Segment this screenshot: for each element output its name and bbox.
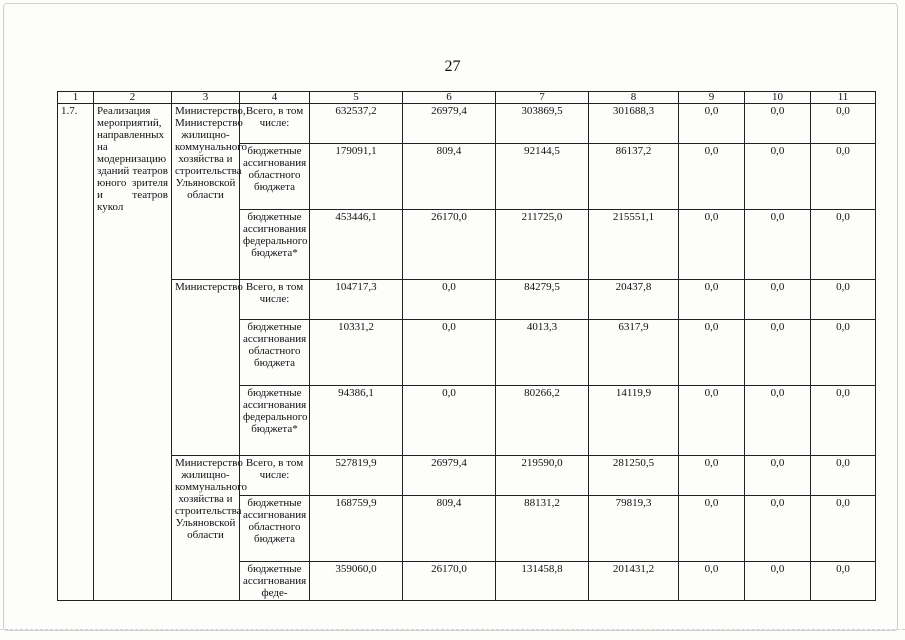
value-cell: 179091,1 [310,144,403,210]
source-cell: бюджетные ассигнования феде- [240,562,310,601]
value-cell: 0,0 [811,562,876,601]
value-cell: 6317,9 [589,320,679,386]
value-cell: 0,0 [679,456,745,496]
table-row [58,104,876,144]
value-cell: 26979,4 [403,456,496,496]
value-cell: 26170,0 [403,210,496,280]
value-cell: 0,0 [679,320,745,386]
value-cell: 0,0 [745,496,811,562]
value-cell: 0,0 [811,280,876,320]
table-row [58,456,876,496]
value-cell: 168759,9 [310,496,403,562]
value-cell: 809,4 [403,496,496,562]
value-cell: 0,0 [811,320,876,386]
value-cell: 0,0 [811,104,876,144]
value-cell: 0,0 [403,280,496,320]
value-cell: 0,0 [811,210,876,280]
header-cell: 8 [589,92,679,104]
source-cell: Всего, в том числе: [240,104,310,144]
value-cell: 0,0 [679,562,745,601]
header-cell: 1 [58,92,94,104]
value-cell: 26979,4 [403,104,496,144]
value-cell: 94386,1 [310,386,403,456]
value-cell: 84279,5 [496,280,589,320]
header-cell: 6 [403,92,496,104]
header-cell: 3 [172,92,240,104]
value-cell: 88131,2 [496,496,589,562]
header-cell: 10 [745,92,811,104]
source-cell: бюджетные ассигнования федерального бюджета* [240,386,310,456]
value-cell: 303869,5 [496,104,589,144]
value-cell: 219590,0 [496,456,589,496]
value-cell: 79819,3 [589,496,679,562]
value-cell: 453446,1 [310,210,403,280]
value-cell: 215551,1 [589,210,679,280]
value-cell: 0,0 [811,144,876,210]
source-cell: бюджетные ассигнования областного бюджета [240,496,310,562]
value-cell: 632537,2 [310,104,403,144]
table-row [58,280,876,320]
table-header-row [58,92,876,104]
value-cell: 0,0 [679,386,745,456]
value-cell: 0,0 [745,562,811,601]
value-cell: 0,0 [745,104,811,144]
value-cell: 0,0 [679,104,745,144]
value-cell: 201431,2 [589,562,679,601]
responsible-cell: Министерство, Министерство жилищно-коммунального хозяйства и строительства Ульяновской области [172,104,240,280]
value-cell: 0,0 [679,210,745,280]
value-cell: 0,0 [745,280,811,320]
responsible-cell: Министерство [172,280,240,456]
item-description-cell: Реализация мероприятий, направленных на модернизацию зданий театров юного зрителя и театров кукол [94,104,172,601]
value-cell: 0,0 [811,496,876,562]
header-cell: 4 [240,92,310,104]
value-cell: 86137,2 [589,144,679,210]
value-cell: 0,0 [403,320,496,386]
source-cell: бюджетные ассигнования областного бюджета [240,320,310,386]
header-cell: 9 [679,92,745,104]
value-cell: 809,4 [403,144,496,210]
value-cell: 301688,3 [589,104,679,144]
value-cell: 0,0 [403,386,496,456]
header-cell: 11 [811,92,876,104]
value-cell: 131458,8 [496,562,589,601]
value-cell: 527819,9 [310,456,403,496]
value-cell: 0,0 [679,144,745,210]
value-cell: 0,0 [679,280,745,320]
value-cell: 10331,2 [310,320,403,386]
value-cell: 211725,0 [496,210,589,280]
value-cell: 0,0 [745,386,811,456]
value-cell: 281250,5 [589,456,679,496]
value-cell: 26170,0 [403,562,496,601]
scan-bottom-edge [0,629,905,631]
source-cell: бюджетные ассигнования областного бюджета [240,144,310,210]
header-cell: 5 [310,92,403,104]
value-cell: 104717,3 [310,280,403,320]
page-number: 27 [444,58,461,75]
value-cell: 20437,8 [589,280,679,320]
value-cell: 0,0 [745,456,811,496]
header-cell: 7 [496,92,589,104]
value-cell: 92144,5 [496,144,589,210]
budget-table [57,91,876,601]
source-cell: Всего, в том числе: [240,280,310,320]
header-cell: 2 [94,92,172,104]
value-cell: 0,0 [679,496,745,562]
value-cell: 0,0 [811,386,876,456]
source-cell: Всего, в том числе: [240,456,310,496]
value-cell: 0,0 [745,320,811,386]
value-cell: 0,0 [811,456,876,496]
source-cell: бюджетные ассигнования федерального бюджета* [240,210,310,280]
value-cell: 14119,9 [589,386,679,456]
value-cell: 0,0 [745,210,811,280]
value-cell: 80266,2 [496,386,589,456]
responsible-cell: Министерство жилищно-коммунального хозяйства и строительства Ульяновской области [172,456,240,601]
value-cell: 0,0 [745,144,811,210]
value-cell: 4013,3 [496,320,589,386]
value-cell: 359060,0 [310,562,403,601]
item-number-cell: 1.7. [58,104,94,601]
